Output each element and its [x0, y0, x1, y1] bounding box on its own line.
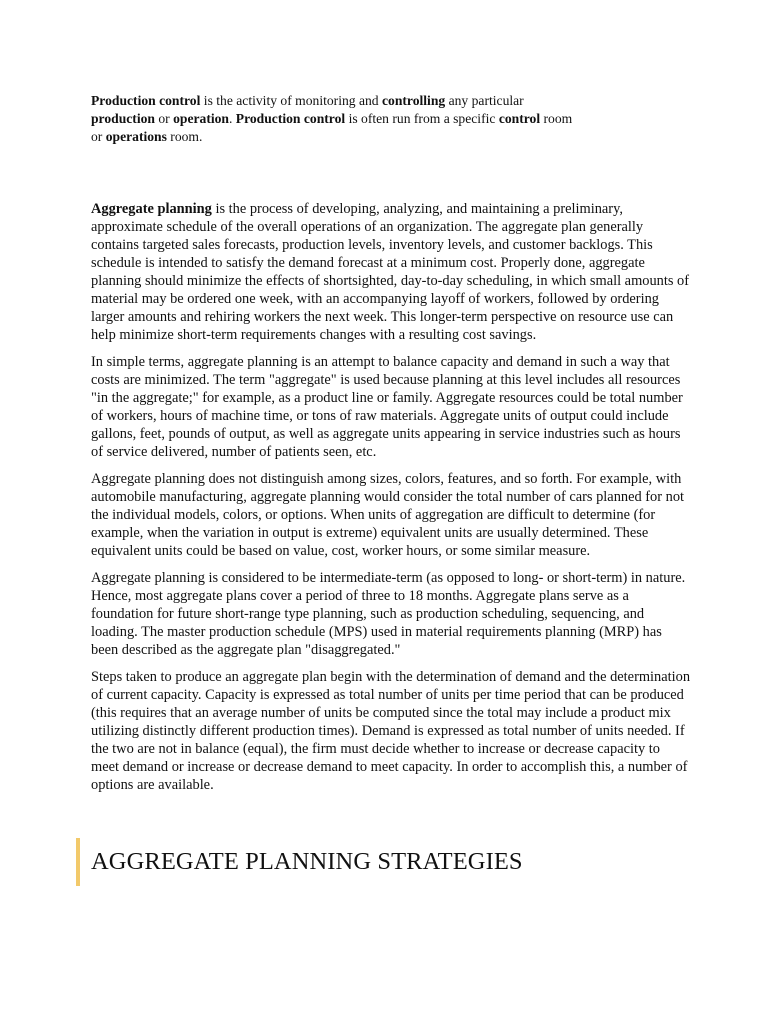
- intro-text: is often run from a specific: [345, 111, 499, 126]
- term-aggregate-planning: Aggregate planning: [91, 201, 212, 217]
- heading-title: AGGREGATE PLANNING STRATEGIES: [91, 848, 523, 875]
- intro-text: any particular: [445, 93, 524, 108]
- intro-text: .: [228, 111, 236, 126]
- paragraph-distinguish: Aggregate planning does not distinguish among sizes, colors, features, and so forth. For example, with automobile manufacturing, aggregate planning would consider the total number of cars planned for not the individual models, colors, or options. When units of aggregation are difficult to determine (for example, when the variation in output is extreme) equivalent units are usually determined. These equivalent units could be based on value, cost, worker hours, or some similar measure.: [91, 471, 685, 559]
- term-production-control-2: Production control: [235, 111, 346, 126]
- term-production-control: Production control: [91, 93, 201, 108]
- intro-text: or: [91, 129, 106, 144]
- paragraph-simple-terms: In simple terms, aggregate planning is an attempt to balance capacity and demand in such a way that costs are minimized. The term "aggregate" is used because planning at this level includes all resources "in the aggregate;" for example, as a product line or family. Aggregate resources could be total number of workers, hours of machine time, or tons of raw materials. Aggregate units of output could include gallons, feet, pounds of output, as well as aggregate units appearing in service industries such as hours of service delivered, number of patients seen, etc.: [91, 354, 683, 460]
- term-production: production: [91, 111, 155, 126]
- intro-text: room.: [166, 129, 203, 144]
- term-operations: operations: [105, 129, 167, 144]
- intro-paragraph: [91, 92, 611, 146]
- intro-text: is the activity of monitoring and: [200, 93, 382, 108]
- body-text: [91, 200, 691, 803]
- paragraph-steps: Steps taken to produce an aggregate plan begin with the determination of demand and the determination of current capacity. Capacity is expressed as total number of units per time period that can be produced (this requires that an average number of units be computed since the total may include a product mix utilizing distinctly different production times). Demand is expressed as total number of units needed. If the two are not in balance (equal), the firm must decide whether to increase or decrease capacity to meet demand or increase or decrease demand to meet capacity. In order to accomplish this, a number of options are available.: [91, 669, 691, 793]
- paragraph-intermediate-term: Aggregate planning is considered to be intermediate-term (as opposed to long- or short-term) in nature. Hence, most aggregate plans cover a period of three to 18 months. Aggregate plans serve as a foundation for future short-range type planning, such as production scheduling, sequencing, and loading. The master production schedule (MPS) used in material requirements planning (MRP) has been described as the aggregate plan "disaggregated.": [91, 570, 686, 658]
- term-control: control: [498, 111, 541, 126]
- intro-text: or: [154, 111, 174, 126]
- intro-text: room: [540, 111, 573, 126]
- paragraph-text: is the process of developing, analyzing, and maintaining a preliminary, approximate schedule of the overall operations of an organization. The aggregate plan generally contains targeted sales forecasts, production levels, inventory levels, and customer backlogs. This schedule is intended to satisfy the demand forecast at a minimum cost. Properly done, aggregate planning should minimize the effects of shortsighted, day-to-day scheduling, in which small amounts of material may be ordered one week, with an accompanying layoff of workers, followed by ordering larger amounts and rehiring workers the next week. This longer-term perspective on resource use can help minimize short-term requirements changes with a resulting cost savings.: [91, 201, 690, 343]
- paragraph-aggregate-planning: [91, 200, 691, 344]
- term-operation: operation: [173, 111, 229, 126]
- term-controlling: controlling: [382, 93, 446, 108]
- section-heading: [76, 838, 696, 886]
- heading-accent-bar: [76, 838, 80, 886]
